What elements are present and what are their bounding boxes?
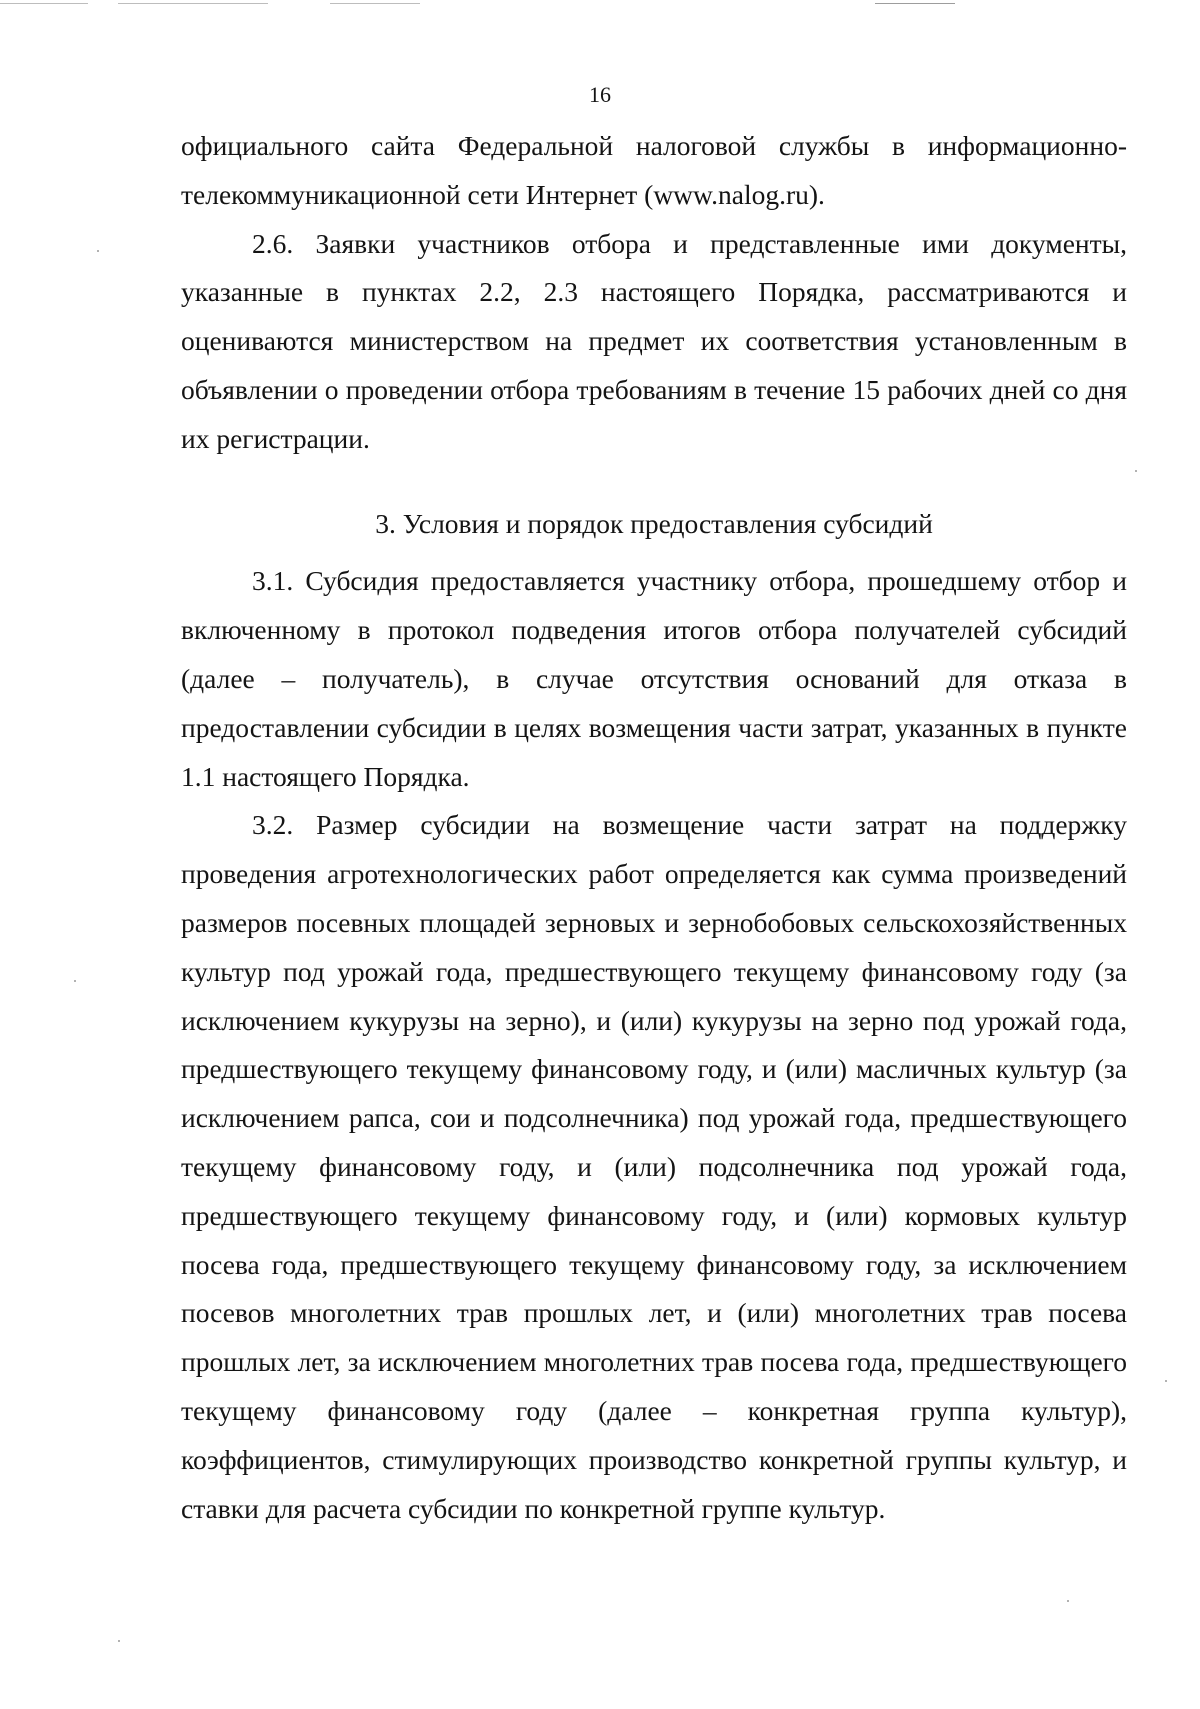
document-body (181, 122, 1127, 1533)
paragraph-intro: официального сайта Федеральной налоговой службы в информационно-телекоммуникационной сети Интернет (www.nalog.ru). (181, 130, 1127, 210)
paragraph-2-6: 2.6. Заявки участников отбора и представленные ими документы, указанные в пунктах 2.2, 2.3 настоящего Порядка, рассматриваются и оцениваются министерством на предмет их соответствия установленным в объявлении о проведении отбора требованиям в течение 15 рабочих дней со дня их регистрации. (181, 227, 1127, 454)
paragraph-3-1: 3.1. Субсидия предоставляется участнику отбора, прошедшему отбор и включенному в протокол подведения итогов отбора получателей субсидий (далее – получатель), в случае отсутствия оснований для отказа в предоставлении субсидии в целях возмещения части затрат, указанных в пункте 1.1 настоящего Порядка. (181, 565, 1127, 792)
scan-speck (74, 980, 76, 982)
scan-speck (97, 250, 99, 252)
section-heading-3: 3. Условия и порядок предоставления субсидий (375, 507, 933, 539)
scan-speck (1067, 1600, 1069, 1602)
scan-speck (1165, 1380, 1167, 1382)
scan-edge-line (118, 3, 268, 4)
scan-speck (118, 1640, 120, 1642)
scan-edge-line (330, 3, 420, 4)
page-number: 16 (589, 82, 611, 107)
scan-edge-line (0, 3, 88, 4)
paragraph-3-2: 3.2. Размер субсидии на возмещение части затрат на поддержку проведения агротехнологических работ определяется как сумма произведений размеров посевных площадей зерновых и зернобобовых сельскохозяйственных культур под урожай года, предшествующего текущему финансовому году (за исключением кукурузы на зерно), и (или) кукурузы на зерно под урожай года, предшествующего текущему финансовому году, и (или) масличных культур (за исключением рапса, сои и подсолнечника) под урожай года, предшествующего текущему финансовому году, и (или) подсолнечника под урожай года, предшествующего текущему финансовому году, и (или) кормовых культур посева года, предшествующего текущему финансовому году, за исключением посевов многолетних трав прошлых лет, и (или) многолетних трав посева прошлых лет, за исключением многолетних трав посева года, предшествующего текущему финансовому году (далее – конкретная группа культур), коэффициентов, стимулирующих производство конкретной группы культур, и ставки для расчета субсидии по конкретной группе культур. (181, 809, 1127, 1524)
scan-speck (1135, 470, 1137, 472)
scan-edge-line (875, 3, 955, 4)
